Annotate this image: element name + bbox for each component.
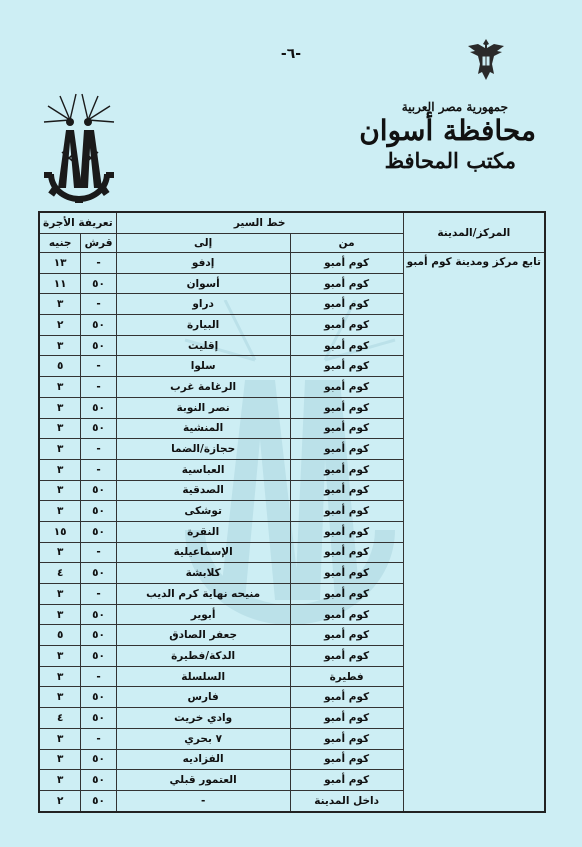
from-cell: كوم أمبو [290, 728, 403, 749]
qirsh-cell: - [81, 439, 116, 460]
from-cell: كوم أمبو [290, 253, 403, 274]
letterhead [346, 100, 546, 174]
qirsh-cell: ٥٠ [81, 563, 116, 584]
from-cell: كوم أمبو [290, 604, 403, 625]
header-pound: جنيه [39, 234, 81, 253]
qirsh-cell: - [81, 459, 116, 480]
from-cell: كوم أمبو [290, 770, 403, 791]
pound-cell: ٣ [39, 501, 81, 522]
header-qirsh: قرش [81, 234, 116, 253]
pound-cell: ٣ [39, 439, 81, 460]
qirsh-cell: ٥٠ [81, 315, 116, 336]
qirsh-cell: - [81, 294, 116, 315]
from-cell: كوم أمبو [290, 397, 403, 418]
egypt-eagle-emblem-icon [466, 36, 506, 82]
to-cell: العتمور قبلي [116, 770, 290, 791]
from-cell: كوم أمبو [290, 749, 403, 770]
pound-cell: ٣ [39, 728, 81, 749]
pound-cell: ٣ [39, 666, 81, 687]
from-cell: كوم أمبو [290, 687, 403, 708]
pound-cell: ٥ [39, 625, 81, 646]
to-cell: حجازة/الضما [116, 439, 290, 460]
from-cell: كوم أمبو [290, 646, 403, 667]
to-cell: الدكة/فطيرة [116, 646, 290, 667]
aswan-governorate-logo-icon [40, 92, 118, 204]
page-number: -٦- [280, 46, 302, 62]
to-cell: فارس [116, 687, 290, 708]
from-cell: كوم أمبو [290, 501, 403, 522]
qirsh-cell: ٥٠ [81, 646, 116, 667]
qirsh-cell: ٥٠ [81, 335, 116, 356]
fare-table-body [39, 253, 545, 812]
from-cell: داخل المدينة [290, 790, 403, 811]
pound-cell: ٤ [39, 708, 81, 729]
pound-cell: ٣ [39, 418, 81, 439]
qirsh-cell: ٥٠ [81, 790, 116, 811]
pound-cell: ٣ [39, 397, 81, 418]
office-name: مكتب المحافظ [384, 148, 516, 173]
to-cell: السلسلة [116, 666, 290, 687]
to-cell: نصر النوبة [116, 397, 290, 418]
pound-cell: ٣ [39, 646, 81, 667]
from-cell: كوم أمبو [290, 356, 403, 377]
from-cell: كوم أمبو [290, 542, 403, 563]
qirsh-cell: - [81, 253, 116, 274]
to-cell: دراو [116, 294, 290, 315]
from-cell: كوم أمبو [290, 480, 403, 501]
qirsh-cell: - [81, 377, 116, 398]
to-cell: إقليت [116, 335, 290, 356]
header-route: خط السير [116, 212, 403, 234]
to-cell: الفزاديه [116, 749, 290, 770]
pound-cell: ٢ [39, 315, 81, 336]
to-cell: العباسية [116, 459, 290, 480]
from-cell: كوم أمبو [290, 273, 403, 294]
header-fare: تعريفة الأجرة [39, 212, 116, 234]
to-cell: - [116, 790, 290, 811]
republic-name: جمهورية مصر العربية [401, 100, 508, 114]
header-city: المركز/المدينة [403, 212, 545, 253]
qirsh-cell: ٥٠ [81, 708, 116, 729]
from-cell: كوم أمبو [290, 377, 403, 398]
pound-cell: ٣ [39, 749, 81, 770]
pound-cell: ٤ [39, 563, 81, 584]
from-cell: كوم أمبو [290, 584, 403, 605]
qirsh-cell: - [81, 666, 116, 687]
pound-cell: ٢ [39, 790, 81, 811]
pound-cell: ٣ [39, 335, 81, 356]
qirsh-cell: - [81, 584, 116, 605]
to-cell: الإسماعيلية [116, 542, 290, 563]
fare-table [38, 211, 546, 813]
pound-cell: ١١ [39, 273, 81, 294]
pound-cell: ٣ [39, 604, 81, 625]
qirsh-cell: ٥٠ [81, 770, 116, 791]
qirsh-cell: ٥٠ [81, 397, 116, 418]
from-cell: كوم أمبو [290, 439, 403, 460]
from-cell: كوم أمبو [290, 335, 403, 356]
qirsh-cell: ٥٠ [81, 687, 116, 708]
pound-cell: ٣ [39, 294, 81, 315]
to-cell: أسوان [116, 273, 290, 294]
qirsh-cell: ٥٠ [81, 604, 116, 625]
from-cell: كوم أمبو [290, 294, 403, 315]
to-cell: أبوير [116, 604, 290, 625]
from-cell: كوم أمبو [290, 521, 403, 542]
city-cell: تابع مركز ومدينة كوم أمبو [403, 253, 545, 812]
to-cell: سلوا [116, 356, 290, 377]
from-cell: كوم أمبو [290, 708, 403, 729]
pound-cell: ٣ [39, 584, 81, 605]
pound-cell: ٣ [39, 770, 81, 791]
qirsh-cell: ٥٠ [81, 501, 116, 522]
pound-cell: ٣ [39, 459, 81, 480]
header-to: إلى [116, 234, 290, 253]
from-cell: كوم أمبو [290, 315, 403, 336]
from-cell: كوم أمبو [290, 418, 403, 439]
pound-cell: ٥ [39, 356, 81, 377]
qirsh-cell: - [81, 542, 116, 563]
qirsh-cell: - [81, 356, 116, 377]
from-cell: فطيرة [290, 666, 403, 687]
qirsh-cell: ٥٠ [81, 749, 116, 770]
to-cell: إدفو [116, 253, 290, 274]
table-row [39, 253, 545, 274]
to-cell: النقرة [116, 521, 290, 542]
pound-cell: ١٣ [39, 253, 81, 274]
from-cell: كوم أمبو [290, 459, 403, 480]
to-cell: البيارة [116, 315, 290, 336]
qirsh-cell: ٥٠ [81, 625, 116, 646]
to-cell: الصدقية [116, 480, 290, 501]
qirsh-cell: ٥٠ [81, 521, 116, 542]
from-cell: كوم أمبو [290, 563, 403, 584]
pound-cell: ٣ [39, 377, 81, 398]
from-cell: كوم أمبو [290, 625, 403, 646]
to-cell: المنشية [116, 418, 290, 439]
to-cell: الرغامة غرب [116, 377, 290, 398]
to-cell: منيحه نهاية كرم الديب [116, 584, 290, 605]
to-cell: توشكى [116, 501, 290, 522]
pound-cell: ٣ [39, 687, 81, 708]
to-cell: وادي خريت [116, 708, 290, 729]
pound-cell: ١٥ [39, 521, 81, 542]
qirsh-cell: ٥٠ [81, 273, 116, 294]
to-cell: كلابشة [116, 563, 290, 584]
header-from: من [290, 234, 403, 253]
pound-cell: ٣ [39, 542, 81, 563]
qirsh-cell: - [81, 728, 116, 749]
qirsh-cell: ٥٠ [81, 418, 116, 439]
qirsh-cell: ٥٠ [81, 480, 116, 501]
to-cell: ٧ بحري [116, 728, 290, 749]
governorate-name: محافظة أسوان [359, 114, 536, 147]
pound-cell: ٣ [39, 480, 81, 501]
to-cell: جعفر الصادق [116, 625, 290, 646]
